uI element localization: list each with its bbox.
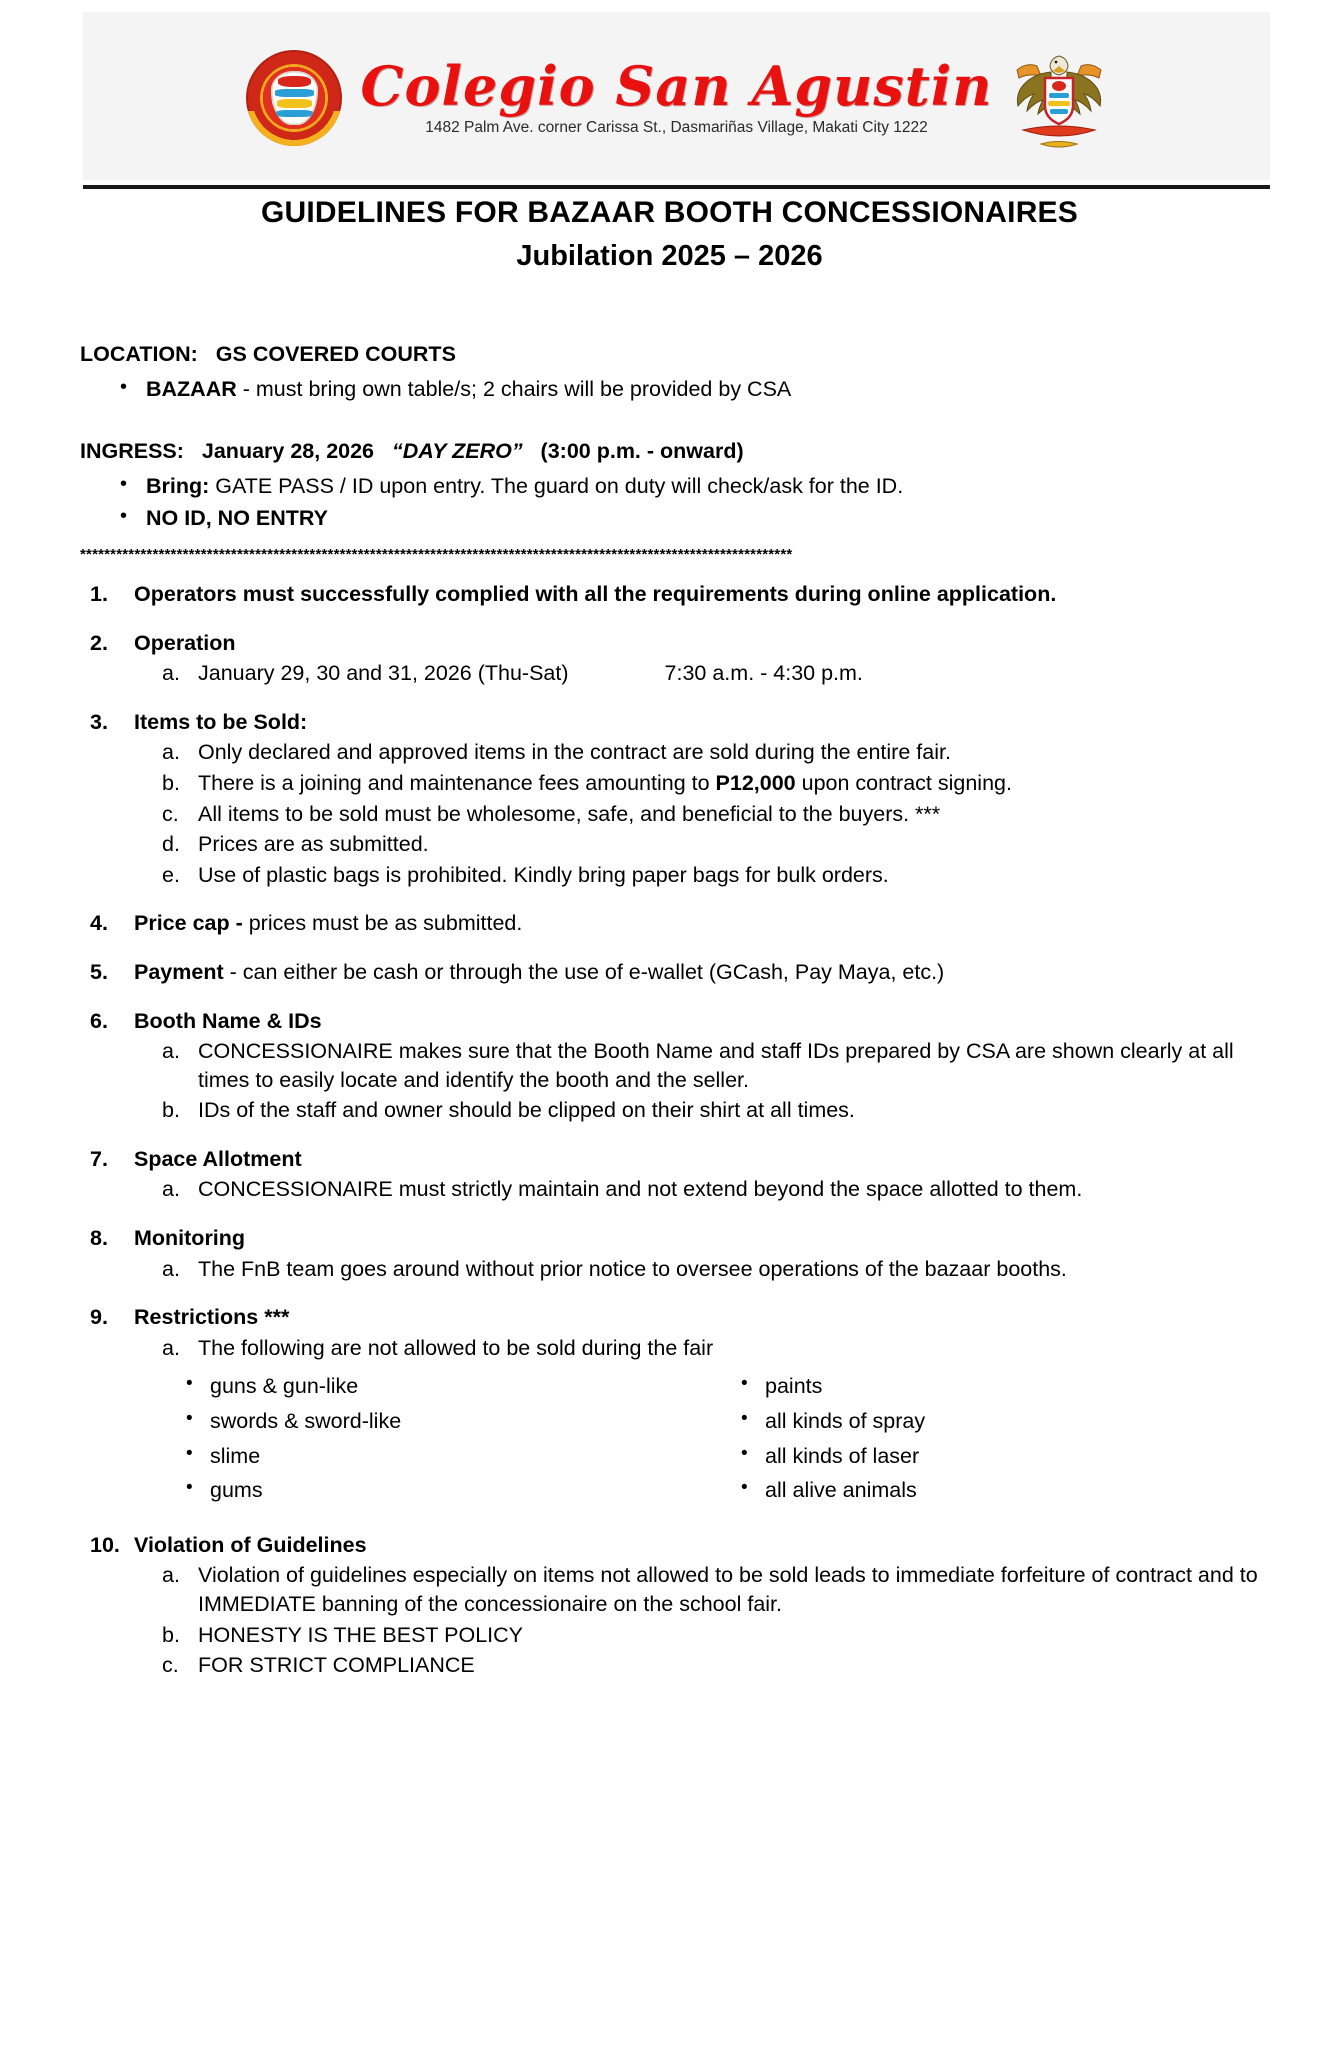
- list-item: • slime: [210, 1442, 725, 1471]
- colegio-san-agustin-seal-icon: [246, 50, 342, 146]
- sub-letter: a.: [162, 1039, 180, 1064]
- item-number: 8.: [90, 1226, 108, 1251]
- sub-letter: a.: [162, 1256, 180, 1281]
- ingress-bullet-bold-1: NO ID, NO ENTRY: [146, 506, 328, 531]
- sub-letter: b.: [162, 770, 180, 795]
- item-number: 3.: [90, 709, 108, 734]
- list-item: [162, 1621, 1280, 1650]
- sub-letter: a.: [162, 1563, 180, 1588]
- sub-text: January 29, 30 and 31, 2026 (Thu-Sat): [198, 661, 569, 686]
- augustinian-eagle-crest-icon: [1011, 44, 1107, 152]
- sub-text: Prices are as submitted.: [198, 832, 429, 857]
- list-item: [162, 1561, 1280, 1618]
- sub-text: All items to be sold must be wholesome, safe, and beneficial to the buyers. ***: [198, 801, 941, 826]
- location-bullet-bold: BAZAAR: [146, 376, 237, 401]
- sub-letter: c.: [162, 801, 179, 826]
- operation-hours: 7:30 a.m. - 4:30 p.m.: [664, 661, 863, 686]
- location-bullet-rest: - must bring own table/s; 2 chairs will be provided by CSA: [236, 376, 792, 401]
- guideline-item-3: [80, 708, 1280, 890]
- sub-text: IDs of the staff and owner should be clipped on their shirt at all times.: [198, 1098, 855, 1123]
- letterhead-content: [246, 44, 1106, 152]
- item-heading: Space Allotment: [134, 1146, 302, 1171]
- sub-text: The FnB team goes around without prior notice to oversee operations of the bazaar booths.: [198, 1256, 1067, 1281]
- document-title: GUIDELINES FOR BAZAAR BOOTH CONCESSIONAIRES: [261, 196, 1078, 229]
- sub-letter: a.: [162, 1177, 180, 1202]
- ingress-date: January 28, 2026: [201, 439, 375, 464]
- list-item: • swords & sword-like: [210, 1407, 725, 1436]
- sub-text: FOR STRICT COMPLIANCE: [198, 1653, 475, 1678]
- item-number: 5.: [90, 959, 108, 984]
- restricted-items-right-column: [725, 1366, 1280, 1510]
- guideline-item-10: [80, 1531, 1280, 1680]
- letterhead-divider: [83, 185, 1270, 189]
- sub-list: [134, 659, 1280, 688]
- item-heading: Booth Name & IDs: [134, 1008, 322, 1033]
- sub-letter: d.: [162, 832, 180, 857]
- list-item: [162, 861, 1280, 890]
- list-item: [162, 1651, 1280, 1680]
- list-item: • all alive animals: [765, 1476, 1280, 1505]
- list-item: [162, 1255, 1280, 1284]
- location-value: GS COVERED COURTS: [215, 342, 456, 366]
- list-item: [146, 472, 1280, 501]
- list-item: [162, 1334, 1280, 1363]
- location-label: LOCATION:: [80, 342, 198, 366]
- fee-amount: P12,000: [715, 770, 796, 795]
- sub-letter: c.: [162, 1653, 179, 1678]
- guideline-item-1: [80, 580, 1280, 609]
- seal-ring-text: [246, 50, 342, 146]
- item-heading: Monitoring: [134, 1226, 246, 1251]
- list-item: [162, 769, 1280, 798]
- sub-list: [134, 1561, 1280, 1679]
- list-item: [162, 1096, 1280, 1125]
- item-heading: Payment: [134, 959, 224, 984]
- item-heading: Price cap -: [134, 911, 243, 936]
- guideline-item-7: [80, 1145, 1280, 1204]
- item-number: 6.: [90, 1008, 108, 1033]
- sub-letter: a.: [162, 1335, 180, 1360]
- school-wordmark: [360, 53, 993, 137]
- sub-text: Violation of guidelines especially on items not allowed to be sold leads to immediate forfeiture of contract and to IMMEDIATE banning of the concessionaire on the school fair.: [198, 1563, 1258, 1616]
- guideline-item-8: [80, 1224, 1280, 1283]
- guideline-item-6: [80, 1007, 1280, 1125]
- item-heading: Restrictions ***: [134, 1305, 290, 1330]
- ingress-bullet-list: [80, 472, 1280, 533]
- item-heading-rest: prices must be as submitted.: [242, 911, 523, 936]
- sub-letter: b.: [162, 1098, 180, 1123]
- item-number: 10.: [90, 1532, 120, 1557]
- list-item: • paints: [765, 1372, 1280, 1401]
- item-number: 7.: [90, 1146, 108, 1171]
- sub-text: The following are not allowed to be sold during the fair: [198, 1335, 714, 1360]
- sub-letter: e.: [162, 862, 180, 887]
- location-line: [80, 340, 1280, 369]
- guideline-item-4: [80, 909, 1280, 938]
- item-heading-rest: - can either be cash or through the use of e-wallet (GCash, Pay Maya, etc.): [223, 959, 945, 984]
- ingress-time: (3:00 p.m. - onward): [540, 439, 744, 464]
- sub-letter: a.: [162, 661, 180, 686]
- list-item: [146, 375, 1280, 404]
- ingress-day-zero: “DAY ZERO”: [391, 439, 523, 464]
- sub-text: CONCESSIONAIRE makes sure that the Booth Name and staff IDs prepared by CSA are shown clearly at all times to easily locate and identify the booth and the seller.: [198, 1039, 1234, 1092]
- list-item: • gums: [210, 1476, 725, 1505]
- sub-text-post: upon contract signing.: [795, 770, 1012, 795]
- item-number: 1.: [90, 581, 108, 606]
- guideline-item-9: [80, 1303, 1280, 1511]
- sub-letter: b.: [162, 1622, 180, 1647]
- item-heading: Violation of Guidelines: [134, 1532, 367, 1557]
- sub-list: [134, 1255, 1280, 1284]
- ingress-bullet-rest-0: GATE PASS / ID upon entry. The guard on duty will check/ask for the ID.: [209, 473, 904, 498]
- document-body: [80, 340, 1280, 1700]
- item-number: 4.: [90, 911, 108, 936]
- sub-list: [134, 738, 1280, 889]
- sub-list: [134, 1334, 1280, 1363]
- item-number: 9.: [90, 1305, 108, 1330]
- sub-list: [134, 1175, 1280, 1204]
- list-item: [162, 800, 1280, 829]
- item-heading: Items to be Sold:: [134, 709, 308, 734]
- document-subtitle: Jubilation 2025 – 2026: [516, 240, 823, 272]
- letterhead-band: [83, 12, 1270, 180]
- list-item: [146, 504, 1280, 533]
- item-heading: Operators must successfully complied with all the requirements during online application.: [134, 581, 1057, 606]
- school-address: 1482 Palm Ave. corner Carissa St., Dasmariñas Village, Makati City 1222: [425, 119, 928, 137]
- item-heading: Operation: [134, 630, 236, 655]
- list-item: • guns & gun-like: [210, 1372, 725, 1401]
- list-item: • all kinds of laser: [765, 1442, 1280, 1471]
- item-number: 2.: [90, 630, 108, 655]
- sub-list: [134, 1037, 1280, 1125]
- list-item: • all kinds of spray: [765, 1407, 1280, 1436]
- location-bullet-list: [80, 375, 1280, 404]
- sub-text: HONESTY IS THE BEST POLICY: [198, 1622, 523, 1647]
- list-item: [162, 830, 1280, 859]
- list-item: [162, 1175, 1280, 1204]
- guideline-item-5: [80, 958, 1280, 987]
- restricted-items-left-column: [170, 1366, 725, 1510]
- list-item: [162, 1037, 1280, 1094]
- sub-letter: a.: [162, 740, 180, 765]
- guidelines-list: [80, 580, 1280, 1680]
- ingress-label: INGRESS:: [80, 439, 184, 464]
- restricted-items-columns: [134, 1366, 1280, 1510]
- sub-text: Use of plastic bags is prohibited. Kindly bring paper bags for bulk orders.: [198, 862, 889, 887]
- ingress-line: [80, 437, 1280, 466]
- list-item: [162, 659, 1280, 688]
- sub-text-pre: There is a joining and maintenance fees amounting to: [198, 770, 716, 795]
- sub-text: CONCESSIONAIRE must strictly maintain and not extend beyond the space allotted to them.: [198, 1177, 1083, 1202]
- asterisk-divider: **********************************************************************************************************************: [80, 546, 793, 562]
- guideline-item-2: [80, 629, 1280, 688]
- school-name: Colegio San Agustin: [360, 53, 993, 118]
- list-item: [162, 738, 1280, 767]
- sub-text: Only declared and approved items in the contract are sold during the entire fair.: [198, 740, 951, 765]
- ingress-bullet-bold-0: Bring:: [146, 473, 210, 498]
